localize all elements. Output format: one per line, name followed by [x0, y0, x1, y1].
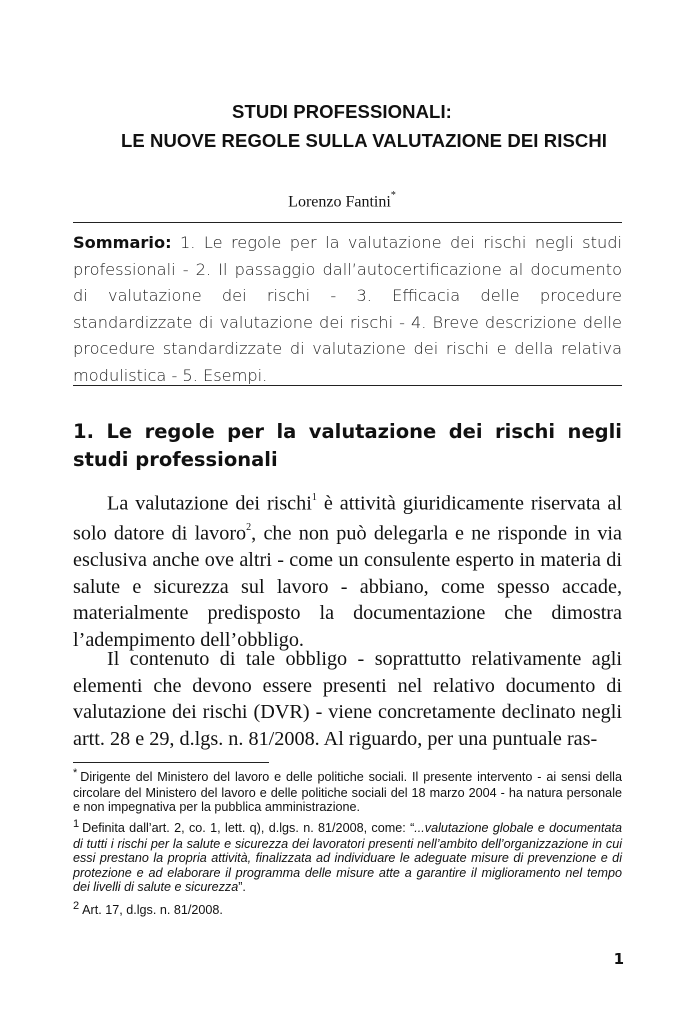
- document-title-line-2: LE NUOVE REGOLE SULLA VALUTAZIONE DEI RISCHI: [120, 130, 608, 151]
- footnote-mark: *: [73, 767, 78, 779]
- footnote-text: Dirigente del Ministero del lavoro e delle politiche sociali. Il presente intervento - ai sensi della circolare del Ministero del lavoro e delle politiche sociali del 18 marzo 2004 - ha natura personale e non impegnativa per la pubblica amministrazione.: [73, 770, 622, 814]
- footnote-1: [73, 818, 622, 895]
- body-paragraph-1: [73, 487, 622, 653]
- summary-bottom-rule: [73, 385, 622, 386]
- author-text: Lorenzo Fantini: [288, 193, 391, 211]
- p1-text-c: , che non può delegarla e ne risponde in via esclusiva anche ove altri - come un consulente esperto in materia di salute e sicurezza sul lavoro - abbiano, come spesso accade, materialmente predisposto la documentazione che dimostra l’adempimento dell’obbligo.: [73, 522, 622, 651]
- footnote-separator: [73, 762, 269, 763]
- summary-text: 1. Le regole per la valutazione dei rischi negli studi professionali - 2. Il passaggio dall’autocertificazione al documento di valutazione dei rischi - 3. Efficacia delle procedure standardizzate di valutazione dei rischi - 4. Breve descrizione delle procedure standardizzate di valutazione dei rischi e della relativa modulistica - 5. Esempi.: [73, 233, 622, 385]
- author-footnote-mark: *: [390, 190, 396, 201]
- body-paragraph-2: Il contenuto di tale obbligo - soprattutto relativamente agli elementi che devono essere presenti nel relativo documento di valutazione dei rischi (DVR) - viene concretamente declinato negli artt. 28 e 29, d.lgs. n. 81/2008. Al riguardo, per una puntuale ras-: [73, 648, 622, 750]
- summary-label: Sommario:: [73, 233, 172, 252]
- document-title-line-1: STUDI PROFESSIONALI:: [232, 101, 452, 122]
- footnote-ref-2[interactable]: 2: [246, 522, 252, 534]
- footnote-mark: 2: [73, 900, 80, 912]
- footnote-2: [73, 900, 622, 919]
- footnote-text: Art. 17, d.lgs. n. 81/2008.: [82, 903, 223, 917]
- p1-text-a: La valutazione dei rischi: [107, 492, 312, 515]
- summary-box: [73, 230, 622, 389]
- p1-text-b: è attività giuridicamente riservata al solo datore di lavoro: [73, 492, 622, 545]
- footnote-text-pre: Definita dall’art. 2, co. 1, lett. q), d.lgs. n. 81/2008, come: “: [82, 821, 415, 835]
- footnote-ref-1[interactable]: 1: [311, 492, 317, 503]
- summary-top-rule: [73, 222, 622, 223]
- section-heading: 1. Le regole per la valutazione dei rischi negli studi professionali: [73, 420, 622, 471]
- footnote-mark: 1: [73, 818, 80, 830]
- footnote-author: [73, 767, 622, 815]
- footnote-text-italic: ...valutazione globale e documentata di tutti i rischi per la salute e sicurezza dei lavoratori presenti nell’ambito dell’organizzazione in cui essi prestano la propria attività, finalizzata ad individuare le adeguate misure di prevenzione e di protezione e ad elaborare il programma delle misure atte a garantire il miglioramento nel tempo dei livelli di salute e sicurezza: [73, 821, 622, 894]
- footnote-text-post: ”.: [238, 880, 246, 894]
- author-name: [0, 192, 684, 211]
- page-number: 1: [613, 950, 624, 968]
